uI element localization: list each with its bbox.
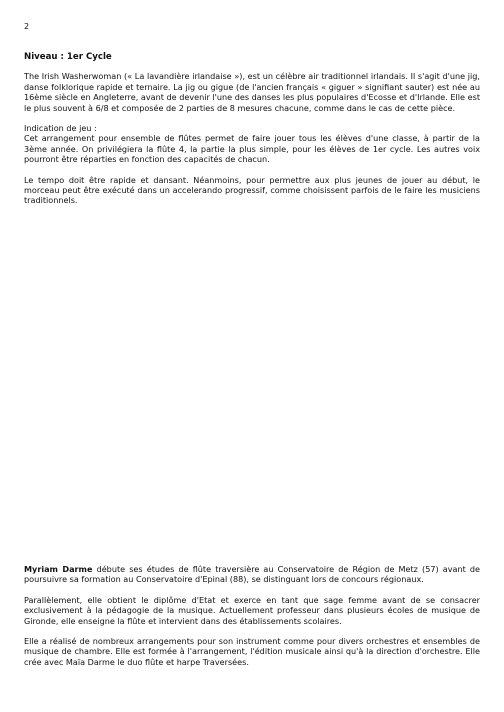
indication-label: Indication de jeu :: [24, 123, 97, 134]
indication-paragraph: Cet arrangement pour ensemble de flûtes permet de faire jouer tous les élèves d'une classe, à partir de la 3ème année. On privilégiera la flûte 4, la partie la plus simple, pour les élèves de 1er cycle. Les autres voix pourront être réparties en fonction des capacités de chacun.: [24, 133, 480, 165]
bio-paragraph-1-text: débute ses études de flûte traversière au Conservatoire de Région de Metz (57) avant de poursuivre sa formation au Conservatoire d'Epinal (88), se distinguant lors de concours régionaux.: [24, 564, 480, 585]
bio-paragraph-3: Elle a réalisé de nombreux arrangements pour son instrument comme pour divers orchestres et ensembles de musique de chambre. Elle est formée à l'arrangement, l'édition musicale ainsi qu'à la direction d'orchestre. Elle crée avec Maïa Darme le duo flûte et harpe Traversées.: [24, 636, 480, 667]
bio-paragraph-1: [24, 564, 480, 585]
description-section: [24, 52, 480, 206]
biography-section: [24, 564, 480, 667]
intro-paragraph: The Irish Washerwoman (« La lavandière irlandaise »), est un célèbre air traditionnel irlandais. Il s'agit d'une jig, danse folklorique rapide et ternaire. La jig ou gigue (de l'ancien français « giguer » signifiant sauter) est née au 16ème siècle en Angleterre, avant de devenir l'une des danses les plus populaires d'Ecosse et d'Irlande. Elle est le plus souvent à 6/8 et composée de 2 parties de 8 mesures chacune, comme dans le cas de cette pièce.: [24, 71, 480, 113]
author-name: Myriam Darme: [24, 564, 93, 574]
tempo-paragraph: Le tempo doit être rapide et dansant. Néanmoins, pour permettre aux plus jeunes de jouer au début, le morceau peut être exécuté dans un accelerando progressif, comme choisissent parfois de le faire les musiciens traditionnels.: [24, 174, 480, 206]
level-heading: Niveau : 1er Cycle: [24, 52, 112, 62]
page-number: 2: [24, 22, 30, 31]
bio-paragraph-2: Parallèlement, elle obtient le diplôme d'Etat et exerce en tant que sage femme avant de se consacrer exclusivement à la pédagogie de la musique. Actuellement professeur dans plusieurs écoles de musique de Gironde, elle enseigne la flûte et intervient dans des établissements scolaires.: [24, 594, 480, 626]
